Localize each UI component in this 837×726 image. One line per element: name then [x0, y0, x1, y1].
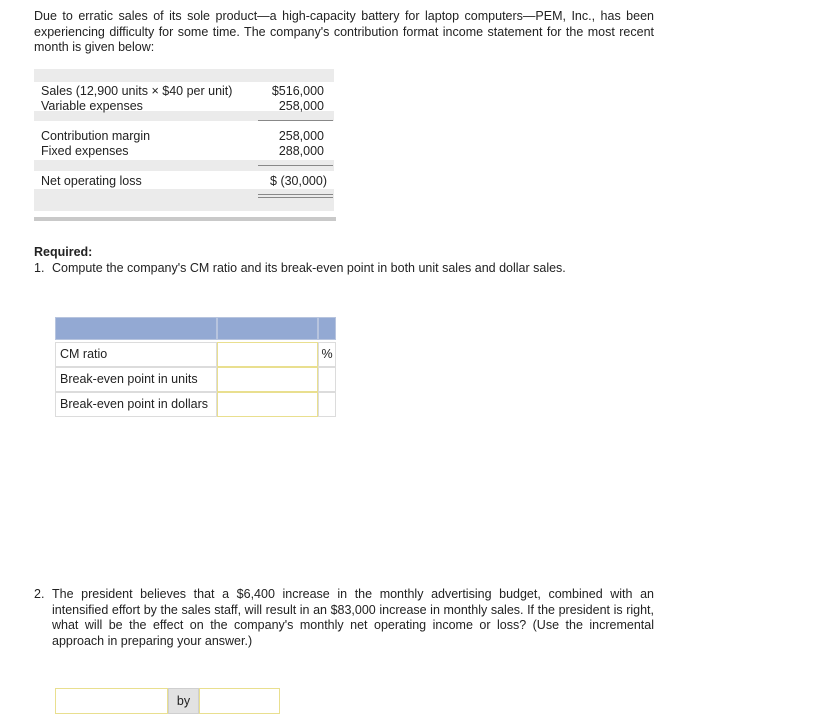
breakeven-units-label: Break-even point in units: [55, 367, 217, 392]
cm-ratio-input[interactable]: [217, 342, 318, 367]
required-heading: Required:: [34, 245, 93, 259]
net-operating-loss-label: Net operating loss: [41, 174, 142, 188]
variable-expenses-label: Variable expenses: [41, 99, 143, 113]
cm-breakeven-table: [55, 317, 336, 417]
effect-direction-input[interactable]: [55, 688, 168, 714]
table-row: [55, 342, 336, 367]
statement-band: [34, 189, 334, 211]
table-header-cell: [318, 317, 336, 340]
question-2-text: The president believes that a $6,400 increase in the monthly advertising budget, combined with an intensified effort by the sales staff, will result in an $83,000 increase in monthly sales. If the president is right, what will be the effect on the company's monthly net operating income or loss? (Use the incremental approach in preparing your answer.): [52, 587, 654, 648]
fixed-expenses-value: 288,000: [278, 144, 324, 158]
net-operating-loss-value: $ (30,000): [270, 174, 327, 188]
subtotal-rule: [258, 120, 333, 121]
by-label: by: [168, 688, 199, 714]
sales-value: $516,000: [271, 84, 324, 98]
table-row: [55, 367, 336, 392]
table-header-cell: [217, 317, 318, 340]
table-row: [55, 392, 336, 417]
total-double-rule: [258, 194, 333, 195]
question-1: [34, 261, 566, 277]
subtotal-rule: [258, 165, 333, 166]
question-1-number: 1.: [34, 261, 45, 275]
unit-cell: [318, 367, 336, 392]
statement-bottom-bar: [34, 217, 336, 221]
breakeven-dollars-input[interactable]: [217, 392, 318, 417]
effect-amount-input[interactable]: [199, 688, 280, 714]
unit-cell: [318, 392, 336, 417]
breakeven-units-input[interactable]: [217, 367, 318, 392]
total-double-rule: [258, 197, 333, 198]
sales-label: Sales (12,900 units × $40 per unit): [41, 84, 233, 98]
problem-intro: Due to erratic sales of its sole product—a high-capacity battery for laptop computers—PEM, Inc., has been experiencing difficulty for some time. The company's contribution format income statement for the most recent month is given below:: [34, 9, 654, 54]
percent-unit: %: [318, 342, 336, 367]
cm-ratio-label: CM ratio: [55, 342, 217, 367]
fixed-expenses-label: Fixed expenses: [41, 144, 129, 158]
breakeven-dollars-label: Break-even point in dollars: [55, 392, 217, 417]
contribution-margin-label: Contribution margin: [41, 129, 151, 143]
variable-expenses-value: 258,000: [278, 99, 324, 113]
contribution-margin-value: 258,000: [278, 129, 324, 143]
question-1-text: Compute the company's CM ratio and its break-even point in both unit sales and dollar sales.: [52, 261, 566, 275]
income-statement: [34, 69, 336, 221]
question-2-number: 2.: [34, 587, 45, 601]
statement-header-band: [34, 69, 334, 82]
table-header-cell: [55, 317, 217, 340]
